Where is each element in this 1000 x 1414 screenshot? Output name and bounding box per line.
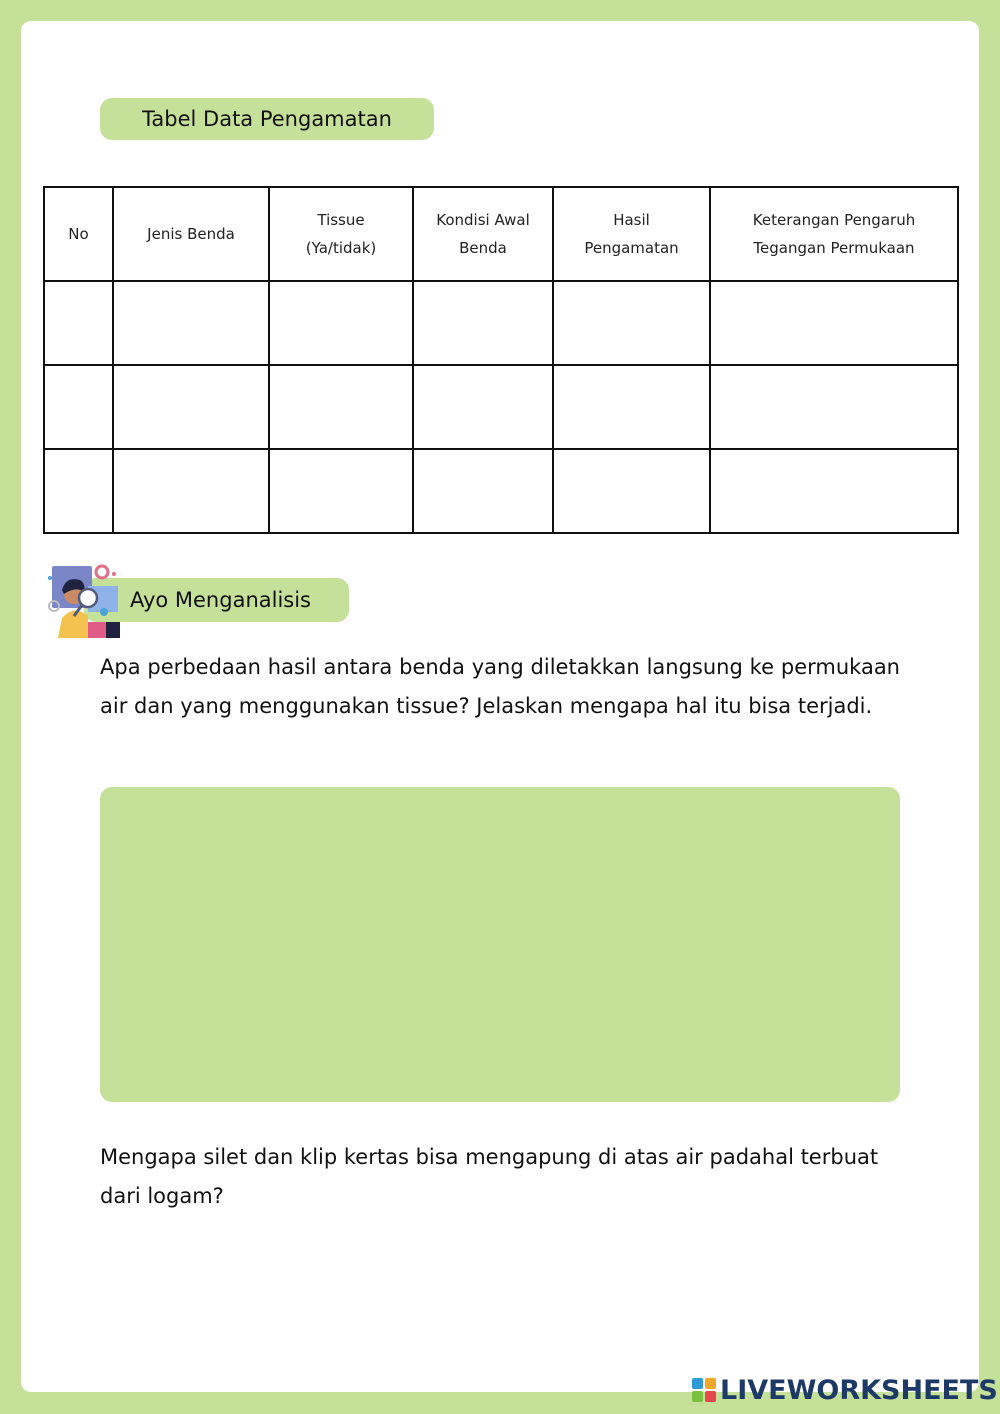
table-row bbox=[44, 365, 958, 449]
table-cell[interactable] bbox=[710, 365, 958, 449]
header-jenis-benda: Jenis Benda bbox=[113, 187, 269, 281]
table-cell[interactable] bbox=[113, 365, 269, 449]
table-cell[interactable] bbox=[553, 365, 710, 449]
table-cell[interactable] bbox=[710, 449, 958, 533]
liveworksheets-logo-icon bbox=[692, 1378, 716, 1402]
observation-table bbox=[43, 186, 959, 534]
answer-box-1[interactable] bbox=[100, 787, 900, 1102]
table-section-title-text: Tabel Data Pengamatan bbox=[142, 107, 392, 131]
header-keterangan: Keterangan Pengaruh Tegangan Permukaan bbox=[710, 187, 958, 281]
table-cell[interactable] bbox=[413, 281, 553, 365]
table-row bbox=[44, 281, 958, 365]
analysis-section-title-text: Ayo Menganalisis bbox=[130, 588, 312, 612]
table-cell[interactable] bbox=[413, 449, 553, 533]
table-cell[interactable] bbox=[113, 281, 269, 365]
table-cell[interactable] bbox=[553, 281, 710, 365]
table-cell[interactable] bbox=[413, 365, 553, 449]
header-no: No bbox=[44, 187, 113, 281]
table-cell[interactable] bbox=[269, 449, 413, 533]
question-1: Apa perbedaan hasil antara benda yang diletakkan langsung ke permukaan air dan yang menggunakan tissue? Jelaskan mengapa hal itu bisa terjadi. bbox=[100, 655, 900, 718]
header-hasil: Hasil Pengamatan bbox=[553, 187, 710, 281]
header-kondisi-awal: Kondisi Awal Benda bbox=[413, 187, 553, 281]
table-cell[interactable] bbox=[269, 281, 413, 365]
question-2: Mengapa silet dan klip kertas bisa mengapung di atas air padahal terbuat dari logam? bbox=[100, 1145, 879, 1208]
table-cell[interactable] bbox=[44, 449, 113, 533]
table-row bbox=[44, 449, 958, 533]
header-tissue: Tissue (Ya/tidak) bbox=[269, 187, 413, 281]
table-cell[interactable] bbox=[44, 281, 113, 365]
researcher-magnifier-icon bbox=[44, 560, 124, 640]
table-header-row bbox=[44, 187, 958, 281]
table-section-title bbox=[100, 98, 434, 140]
table-cell[interactable] bbox=[553, 449, 710, 533]
table-cell[interactable] bbox=[44, 365, 113, 449]
table-cell[interactable] bbox=[113, 449, 269, 533]
table-cell[interactable] bbox=[710, 281, 958, 365]
liveworksheets-brand bbox=[692, 1374, 998, 1406]
brand-name: LIVEWORKSHEETS bbox=[720, 1374, 998, 1406]
table-cell[interactable] bbox=[269, 365, 413, 449]
